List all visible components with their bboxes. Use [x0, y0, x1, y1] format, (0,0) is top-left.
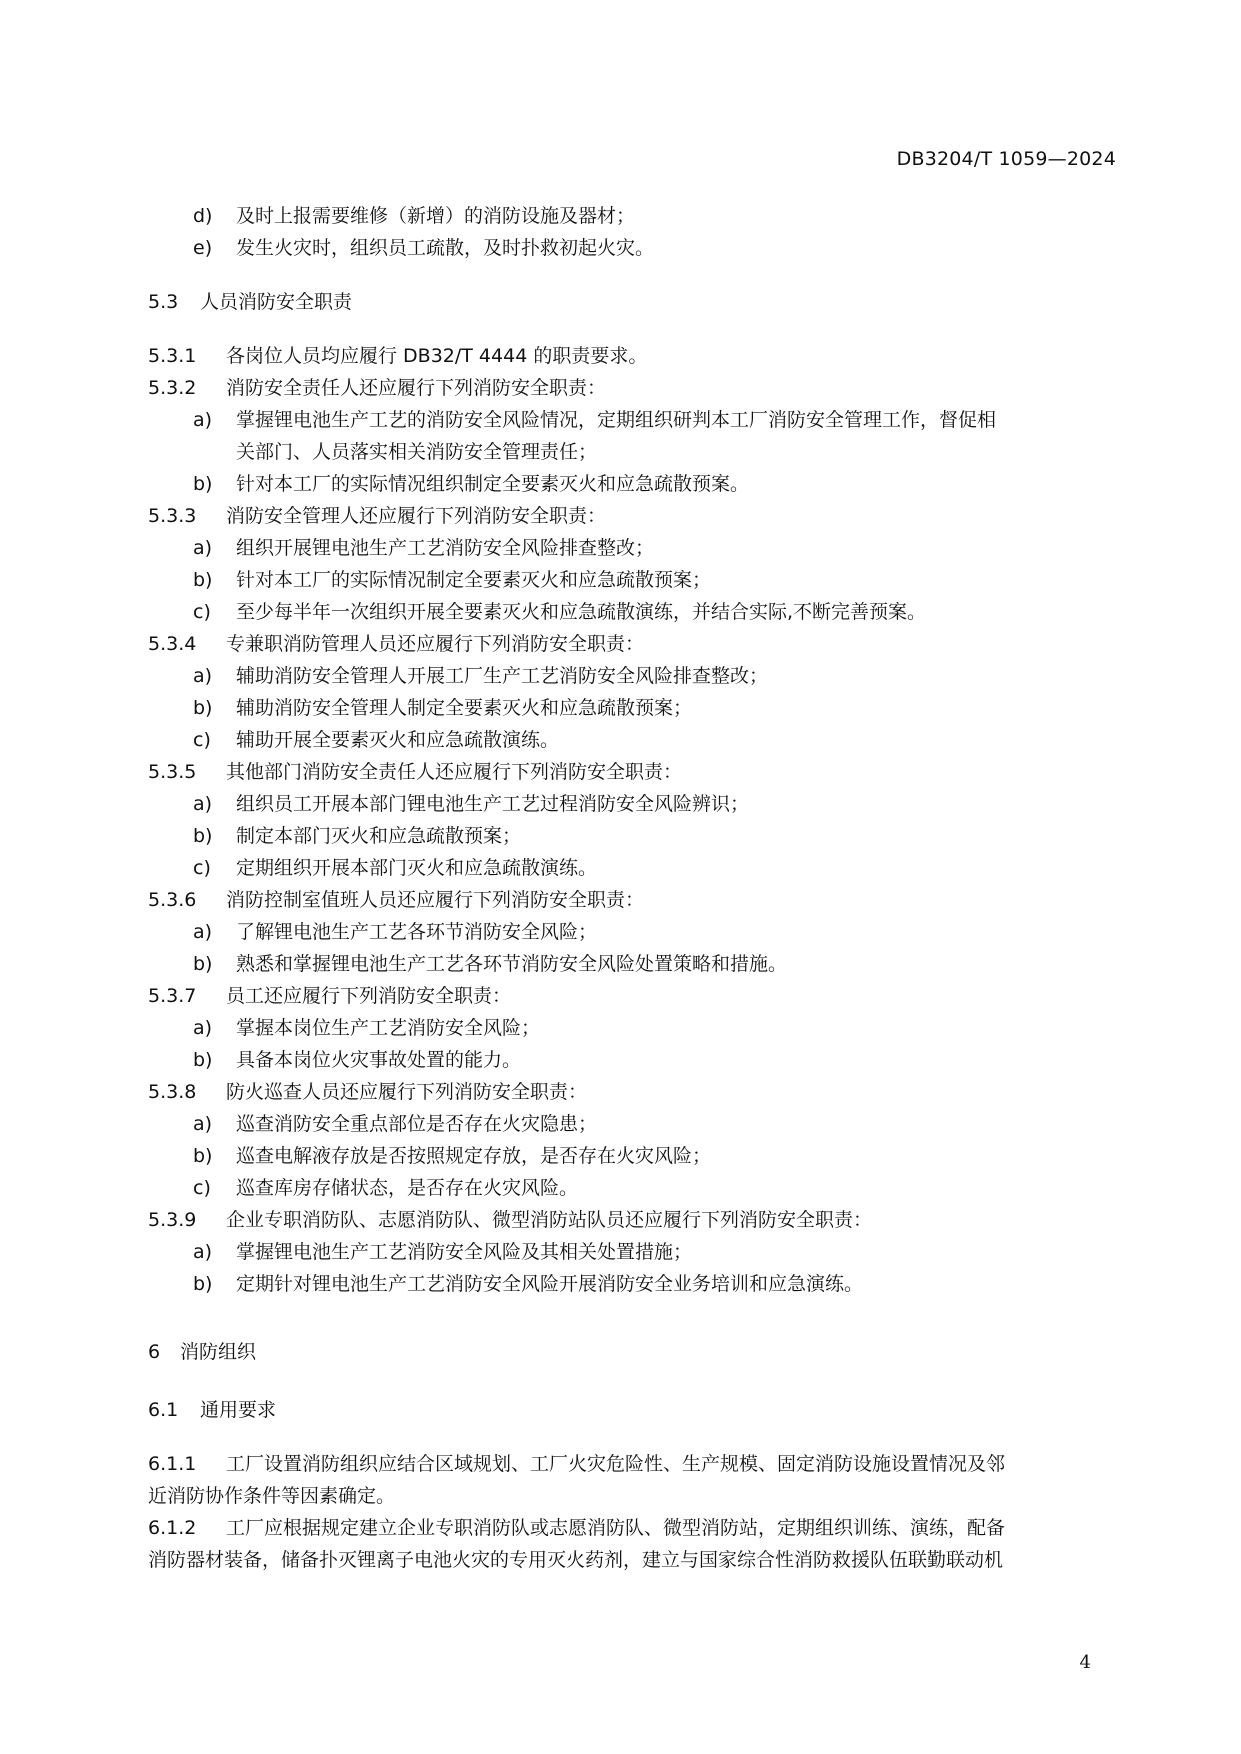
clause-5-3-6 — [148, 884, 1116, 916]
clause-text: 消防安全责任人还应履行下列消防安全职责： — [226, 377, 607, 399]
clause-text: 消防器材装备，储备扑灭锂离子电池火灾的专用灭火药剂，建立与国家综合性消防救援队伍联勤联动机 — [148, 1549, 1004, 1571]
item-label: a) — [193, 1017, 213, 1039]
clause-text: 专兼职消防管理人员还应履行下列消防安全职责： — [226, 633, 645, 655]
list-item — [148, 916, 1116, 948]
item-label: b) — [193, 473, 213, 495]
list-item — [148, 1012, 1116, 1044]
item-text: 掌握本岗位生产工艺消防安全风险； — [236, 1017, 541, 1039]
item-label: a) — [193, 409, 213, 431]
list-item — [148, 532, 1116, 564]
list-item — [148, 468, 1116, 500]
clause-text: 员工还应履行下列消防安全职责： — [226, 985, 512, 1007]
item-text: 熟悉和掌握锂电池生产工艺各环节消防安全风险处置策略和措施。 — [236, 953, 788, 975]
item-text: 发生火灾时，组织员工疏散，及时扑救初起火灾。 — [236, 237, 655, 259]
clause-number: 5.3.8 — [148, 1081, 197, 1103]
list-item — [148, 1044, 1116, 1076]
clause-text: 各岗位人员均应履行 DB32/T 4444 的职责要求。 — [226, 345, 648, 367]
clause-6-1-2 — [148, 1512, 1116, 1544]
section-title: 通用要求 — [200, 1399, 277, 1421]
item-text: 定期针对锂电池生产工艺消防安全风险开展消防安全业务培训和应急演练。 — [236, 1273, 864, 1295]
list-item — [148, 1172, 1116, 1204]
clause-text: 近消防协作条件等因素确定。 — [148, 1485, 396, 1507]
item-label: c) — [193, 729, 211, 751]
clause-number: 5.3.1 — [148, 345, 197, 367]
list-item — [148, 820, 1116, 852]
item-label: b) — [193, 569, 213, 591]
section-heading — [148, 1394, 1116, 1426]
item-label: c) — [193, 1177, 211, 1199]
item-text: 制定本部门灭火和应急疏散预案； — [236, 825, 522, 847]
section-heading — [148, 286, 1116, 318]
list-item — [148, 232, 1116, 264]
item-label: b) — [193, 1273, 213, 1295]
clause-5-3-4 — [148, 628, 1116, 660]
list-item — [148, 1140, 1116, 1172]
chapter-heading — [148, 1336, 1116, 1368]
item-text: 巡查消防安全重点部位是否存在火灾隐患； — [236, 1113, 598, 1135]
list-item — [148, 852, 1116, 884]
clause-text: 工厂应根据规定建立企业专职消防队或志愿消防队、微型消防站，定期组织训练、演练，配备 — [226, 1517, 1006, 1539]
list-item — [148, 1236, 1116, 1268]
clause-5-3-7 — [148, 980, 1116, 1012]
clause-number: 5.3.6 — [148, 889, 197, 911]
clause-5-3-5 — [148, 756, 1116, 788]
list-item — [148, 200, 1116, 232]
clause-text: 企业专职消防队、志愿消防队、微型消防站队员还应履行下列消防安全职责： — [226, 1209, 873, 1231]
item-label: b) — [193, 1145, 213, 1167]
item-text: 辅助开展全要素灭火和应急疏散演练。 — [236, 729, 560, 751]
clause-5-3-9 — [148, 1204, 1116, 1236]
list-item — [148, 404, 1116, 436]
list-item — [148, 1108, 1116, 1140]
item-text: 具备本岗位火灾事故处置的能力。 — [236, 1049, 522, 1071]
item-label: d) — [193, 205, 213, 227]
clause-continuation — [148, 1480, 1116, 1512]
clause-5-3-2 — [148, 372, 1116, 404]
item-text: 巡查库房存储状态，是否存在火灾风险。 — [236, 1177, 579, 1199]
clause-number: 5.3.5 — [148, 761, 197, 783]
clause-text: 其他部门消防安全责任人还应履行下列消防安全职责： — [226, 761, 683, 783]
clause-number: 5.3.4 — [148, 633, 197, 655]
clause-continuation — [148, 1544, 1116, 1576]
list-item — [148, 564, 1116, 596]
item-text: 关部门、人员落实相关消防安全管理责任； — [236, 441, 598, 463]
item-label: a) — [193, 1113, 213, 1135]
clause-text: 防火巡查人员还应履行下列消防安全职责： — [226, 1081, 588, 1103]
item-label: a) — [193, 665, 213, 687]
page-content — [148, 200, 1116, 1576]
clause-text: 消防控制室值班人员还应履行下列消防安全职责： — [226, 889, 645, 911]
clause-number: 5.3.2 — [148, 377, 197, 399]
section-number: 5.3 — [148, 291, 179, 313]
item-text: 巡查电解液存放是否按照规定存放，是否存在火灾风险； — [236, 1145, 712, 1167]
document-code: DB3204/T 1059—2024 — [896, 148, 1116, 170]
item-text: 至少每半年一次组织开展全要素灭火和应急疏散演练，并结合实际,不断完善预案。 — [236, 601, 927, 623]
list-item — [148, 692, 1116, 724]
page-number: 4 — [1079, 1652, 1091, 1673]
chapter-title: 消防组织 — [180, 1341, 257, 1363]
item-label: a) — [193, 537, 213, 559]
item-label: b) — [193, 953, 213, 975]
item-text: 针对本工厂的实际情况组织制定全要素灭火和应急疏散预案。 — [236, 473, 750, 495]
clause-6-1-1 — [148, 1448, 1116, 1480]
item-label: b) — [193, 1049, 213, 1071]
item-label: c) — [193, 601, 211, 623]
section-title: 人员消防安全职责 — [200, 291, 353, 313]
clause-number: 5.3.9 — [148, 1209, 197, 1231]
item-label: b) — [193, 697, 213, 719]
clause-number: 6.1.1 — [148, 1453, 197, 1475]
item-text: 组织开展锂电池生产工艺消防安全风险排查整改； — [236, 537, 655, 559]
list-item — [148, 660, 1116, 692]
item-text: 及时上报需要维修（新增）的消防设施及器材； — [236, 205, 636, 227]
item-text: 了解锂电池生产工艺各环节消防安全风险； — [236, 921, 598, 943]
list-item — [148, 724, 1116, 756]
clause-5-3-8 — [148, 1076, 1116, 1108]
clause-5-3-1 — [148, 340, 1116, 372]
item-text: 组织员工开展本部门锂电池生产工艺过程消防安全风险辨识； — [236, 793, 750, 815]
clause-number: 5.3.3 — [148, 505, 197, 527]
item-label: a) — [193, 1241, 213, 1263]
item-label: a) — [193, 793, 213, 815]
item-text: 辅助消防安全管理人开展工厂生产工艺消防安全风险排查整改； — [236, 665, 769, 687]
list-item — [148, 596, 1116, 628]
item-label: c) — [193, 857, 211, 879]
item-text: 辅助消防安全管理人制定全要素灭火和应急疏散预案； — [236, 697, 693, 719]
chapter-number: 6 — [148, 1341, 161, 1363]
clause-number: 6.1.2 — [148, 1517, 197, 1539]
list-item — [148, 1268, 1116, 1300]
list-item — [148, 948, 1116, 980]
clause-text: 工厂设置消防组织应结合区域规划、工厂火灾危险性、生产规模、固定消防设施设置情况及邻 — [226, 1453, 1006, 1475]
list-item-continuation — [148, 436, 1116, 468]
clause-5-3-3 — [148, 500, 1116, 532]
section-number: 6.1 — [148, 1399, 179, 1421]
item-label: a) — [193, 921, 213, 943]
item-label: b) — [193, 825, 213, 847]
list-item — [148, 788, 1116, 820]
item-label: e) — [193, 237, 213, 259]
item-text: 针对本工厂的实际情况制定全要素灭火和应急疏散预案； — [236, 569, 712, 591]
clause-text: 消防安全管理人还应履行下列消防安全职责： — [226, 505, 607, 527]
clause-number: 5.3.7 — [148, 985, 197, 1007]
item-text: 掌握锂电池生产工艺消防安全风险及其相关处置措施； — [236, 1241, 693, 1263]
item-text: 掌握锂电池生产工艺的消防安全风险情况，定期组织研判本工厂消防安全管理工作，督促相 — [236, 409, 997, 431]
item-text: 定期组织开展本部门灭火和应急疏散演练。 — [236, 857, 598, 879]
